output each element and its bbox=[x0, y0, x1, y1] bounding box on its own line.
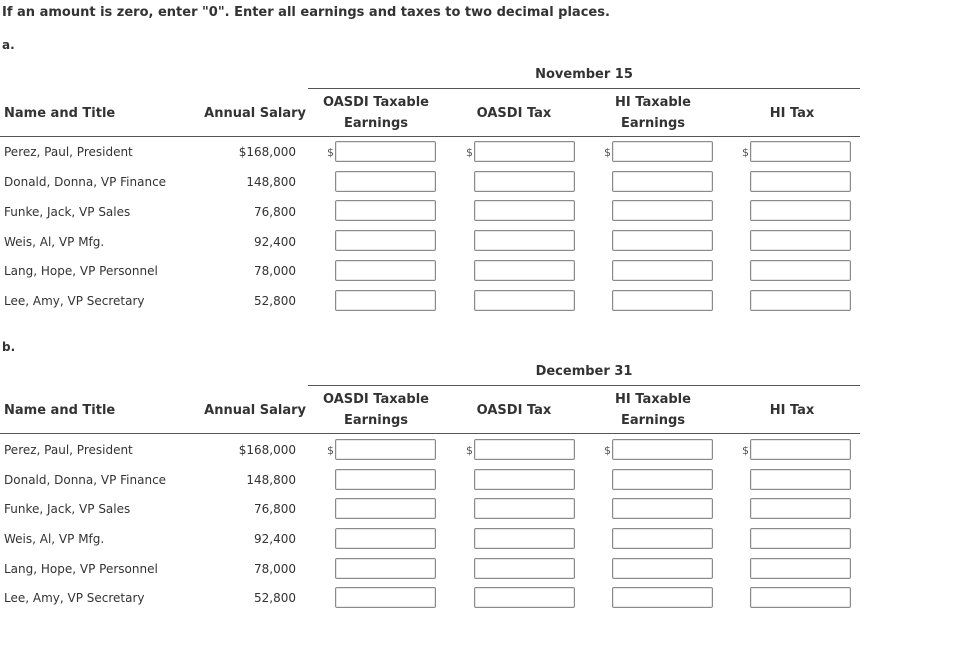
hi-tax-input[interactable] bbox=[750, 171, 851, 192]
oasdi-tax-input[interactable] bbox=[474, 528, 575, 549]
employee-name: Funke, Jack, VP Sales bbox=[4, 502, 131, 516]
employee-name: Lang, Hope, VP Personnel bbox=[4, 264, 158, 278]
date-heading-a: November 15 bbox=[535, 67, 633, 82]
column-header-oasdi-tax: OASDI Tax bbox=[476, 403, 552, 418]
oasdi-tax-input[interactable] bbox=[474, 260, 575, 281]
oasdi-taxable-earnings-input[interactable] bbox=[335, 141, 436, 162]
instruction-text: If an amount is zero, enter "0". Enter all earnings and taxes to two decimal places. bbox=[2, 5, 610, 20]
oasdi-taxable-earnings-input[interactable] bbox=[335, 439, 436, 460]
header-line-1: HI Taxable bbox=[615, 392, 691, 407]
hi-tax-input[interactable] bbox=[750, 200, 851, 221]
employee-name: Perez, Paul, President bbox=[4, 145, 133, 159]
oasdi-taxable-earnings-input[interactable] bbox=[335, 290, 436, 311]
hi-tax-input[interactable] bbox=[750, 528, 851, 549]
hi-tax-input[interactable] bbox=[750, 469, 851, 490]
employee-salary: 92,400 bbox=[254, 235, 296, 249]
employee-name: Donald, Donna, VP Finance bbox=[4, 473, 167, 487]
employee-name: Lee, Amy, VP Secretary bbox=[4, 294, 145, 308]
oasdi-tax-input[interactable] bbox=[474, 469, 575, 490]
hi-taxable-earnings-input[interactable] bbox=[612, 439, 713, 460]
oasdi-tax-input[interactable] bbox=[474, 587, 575, 608]
dollar-sign: $ bbox=[466, 444, 473, 457]
employee-salary: 52,800 bbox=[254, 591, 296, 605]
column-header-annual-salary: Annual Salary bbox=[204, 106, 306, 121]
hi-taxable-earnings-input[interactable] bbox=[612, 587, 713, 608]
header-line-1: OASDI Taxable bbox=[323, 95, 429, 110]
column-header-oasdi-tax: OASDI Tax bbox=[476, 106, 552, 121]
section-b bbox=[0, 364, 968, 624]
oasdi-tax-input[interactable] bbox=[474, 171, 575, 192]
oasdi-tax-input[interactable] bbox=[474, 141, 575, 162]
hi-taxable-earnings-input[interactable] bbox=[612, 230, 713, 251]
hi-taxable-earnings-input[interactable] bbox=[612, 469, 713, 490]
header-divider bbox=[0, 433, 860, 434]
employee-salary: 78,000 bbox=[254, 562, 296, 576]
oasdi-taxable-earnings-input[interactable] bbox=[335, 528, 436, 549]
employee-salary: 52,800 bbox=[254, 294, 296, 308]
part-a-label: a. bbox=[2, 38, 15, 52]
part-b-label: b. bbox=[2, 340, 16, 354]
employee-name: Donald, Donna, VP Finance bbox=[4, 175, 167, 189]
header-line-2: Earnings bbox=[343, 116, 409, 131]
date-underline bbox=[308, 88, 860, 89]
oasdi-taxable-earnings-input[interactable] bbox=[335, 200, 436, 221]
oasdi-tax-input[interactable] bbox=[474, 439, 575, 460]
column-header-name-title: Name and Title bbox=[4, 106, 116, 121]
employee-salary: 148,800 bbox=[246, 473, 296, 487]
dollar-sign: $ bbox=[604, 444, 611, 457]
employee-salary: 148,800 bbox=[246, 175, 296, 189]
oasdi-taxable-earnings-input[interactable] bbox=[335, 558, 436, 579]
employee-salary: 78,000 bbox=[254, 264, 296, 278]
oasdi-tax-input[interactable] bbox=[474, 200, 575, 221]
header-line-1: OASDI Taxable bbox=[323, 392, 429, 407]
dollar-sign: $ bbox=[604, 146, 611, 159]
hi-tax-input[interactable] bbox=[750, 141, 851, 162]
date-heading-b: December 31 bbox=[535, 364, 633, 379]
oasdi-tax-input[interactable] bbox=[474, 230, 575, 251]
header-line-2: Earnings bbox=[620, 116, 686, 131]
column-header-hi-tax: HI Tax bbox=[769, 403, 815, 418]
hi-tax-input[interactable] bbox=[750, 260, 851, 281]
hi-taxable-earnings-input[interactable] bbox=[612, 200, 713, 221]
hi-tax-input[interactable] bbox=[750, 498, 851, 519]
column-header-hi-tax: HI Tax bbox=[769, 106, 815, 121]
oasdi-taxable-earnings-input[interactable] bbox=[335, 587, 436, 608]
dollar-sign: $ bbox=[327, 146, 334, 159]
header-line-2: Earnings bbox=[620, 413, 686, 428]
dollar-sign: $ bbox=[742, 444, 749, 457]
column-header-oasdi-taxable-earnings bbox=[320, 92, 432, 134]
employee-salary: $168,000 bbox=[238, 443, 296, 457]
employee-name: Weis, Al, VP Mfg. bbox=[4, 235, 105, 249]
employee-salary: 92,400 bbox=[254, 532, 296, 546]
hi-taxable-earnings-input[interactable] bbox=[612, 558, 713, 579]
hi-taxable-earnings-input[interactable] bbox=[612, 528, 713, 549]
hi-tax-input[interactable] bbox=[750, 558, 851, 579]
hi-tax-input[interactable] bbox=[750, 439, 851, 460]
dollar-sign: $ bbox=[742, 146, 749, 159]
header-line-1: HI Taxable bbox=[615, 95, 691, 110]
header-line-2: Earnings bbox=[343, 413, 409, 428]
oasdi-taxable-earnings-input[interactable] bbox=[335, 498, 436, 519]
employee-name: Lang, Hope, VP Personnel bbox=[4, 562, 158, 576]
column-header-hi-taxable-earnings bbox=[597, 92, 709, 134]
dollar-sign: $ bbox=[327, 444, 334, 457]
employee-name: Lee, Amy, VP Secretary bbox=[4, 591, 145, 605]
column-header-oasdi-taxable-earnings bbox=[320, 389, 432, 431]
dollar-sign: $ bbox=[466, 146, 473, 159]
hi-tax-input[interactable] bbox=[750, 587, 851, 608]
hi-taxable-earnings-input[interactable] bbox=[612, 498, 713, 519]
oasdi-taxable-earnings-input[interactable] bbox=[335, 469, 436, 490]
hi-taxable-earnings-input[interactable] bbox=[612, 260, 713, 281]
oasdi-taxable-earnings-input[interactable] bbox=[335, 230, 436, 251]
oasdi-taxable-earnings-input[interactable] bbox=[335, 260, 436, 281]
hi-taxable-earnings-input[interactable] bbox=[612, 141, 713, 162]
hi-taxable-earnings-input[interactable] bbox=[612, 171, 713, 192]
employee-name: Perez, Paul, President bbox=[4, 443, 133, 457]
hi-tax-input[interactable] bbox=[750, 290, 851, 311]
column-header-name-title: Name and Title bbox=[4, 403, 116, 418]
header-divider bbox=[0, 136, 860, 137]
employee-name: Weis, Al, VP Mfg. bbox=[4, 532, 105, 546]
employee-name: Funke, Jack, VP Sales bbox=[4, 205, 131, 219]
oasdi-taxable-earnings-input[interactable] bbox=[335, 171, 436, 192]
section-a bbox=[0, 67, 968, 327]
oasdi-tax-input[interactable] bbox=[474, 290, 575, 311]
hi-taxable-earnings-input[interactable] bbox=[612, 290, 713, 311]
hi-tax-input[interactable] bbox=[750, 230, 851, 251]
date-underline bbox=[308, 385, 860, 386]
employee-salary: 76,800 bbox=[254, 502, 296, 516]
column-header-hi-taxable-earnings bbox=[597, 389, 709, 431]
employee-salary: 76,800 bbox=[254, 205, 296, 219]
oasdi-tax-input[interactable] bbox=[474, 498, 575, 519]
employee-salary: $168,000 bbox=[238, 145, 296, 159]
oasdi-tax-input[interactable] bbox=[474, 558, 575, 579]
column-header-annual-salary: Annual Salary bbox=[204, 403, 306, 418]
